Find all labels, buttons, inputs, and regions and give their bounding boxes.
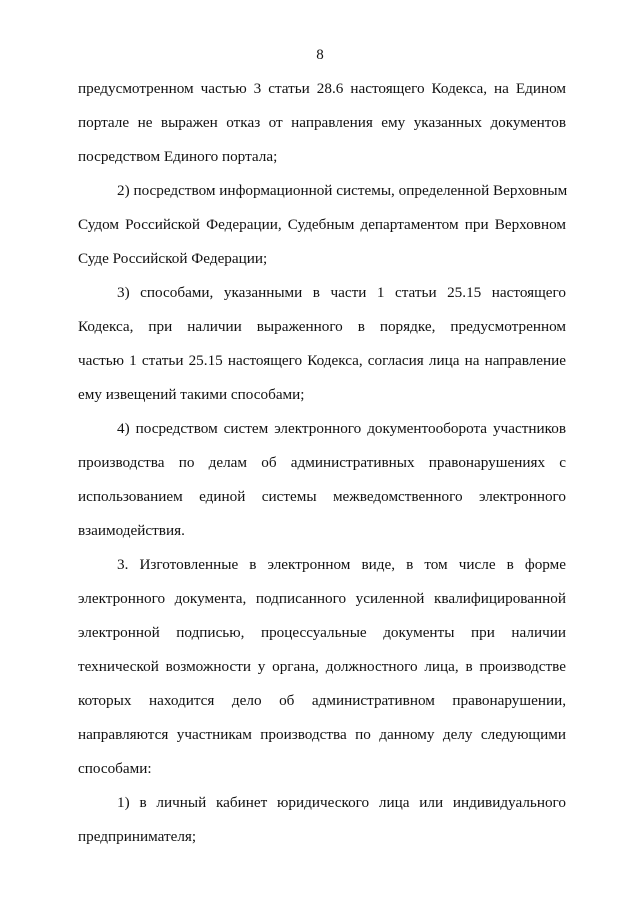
text-line: электронного документа, подписанного усиленной квалифицированной <box>78 590 566 607</box>
page-number: 8 <box>316 47 324 63</box>
text-line: технической возможности у органа, должностного лица, в производстве <box>78 658 566 675</box>
text-line: 1) в личный кабинет юридического лица или индивидуального <box>117 794 566 811</box>
text-line: Судом Российской Федерации, Судебным департаментом при Верховном <box>78 216 566 233</box>
text-line: предусмотренном частью 3 статьи 28.6 настоящего Кодекса, на Едином <box>78 80 566 97</box>
text-line: Кодекса, при наличии выраженного в порядке, предусмотренном <box>78 318 566 335</box>
text-line: взаимодействия. <box>78 522 185 539</box>
text-line: Суде Российской Федерации; <box>78 250 268 267</box>
text-line: частью 1 статьи 25.15 настоящего Кодекса, согласия лица на направление <box>78 352 566 369</box>
text-line: ему извещений такими способами; <box>78 386 305 403</box>
text-line: способами: <box>78 760 152 777</box>
text-line: использованием единой системы межведомственного электронного <box>78 488 566 505</box>
text-line: 3) способами, указанными в части 1 статьи 25.15 настоящего <box>117 284 566 301</box>
text-line: портале не выражен отказ от направления ему указанных документов <box>78 114 566 131</box>
text-line: 2) посредством информационной системы, определенной Верховным <box>117 182 568 199</box>
text-line: производства по делам об административных правонарушениях с <box>78 454 566 471</box>
text-line: посредством Единого портала; <box>78 148 278 165</box>
text-line: электронной подписью, процессуальные документы при наличии <box>78 624 566 641</box>
text-line: 4) посредством систем электронного документооборота участников <box>117 420 566 437</box>
text-line: которых находится дело об административном правонарушении, <box>78 692 566 709</box>
text-line: 3. Изготовленные в электронном виде, в том числе в форме <box>117 556 566 573</box>
text-line: направляются участникам производства по данному делу следующими <box>78 726 566 743</box>
text-line: предпринимателя; <box>78 828 197 845</box>
